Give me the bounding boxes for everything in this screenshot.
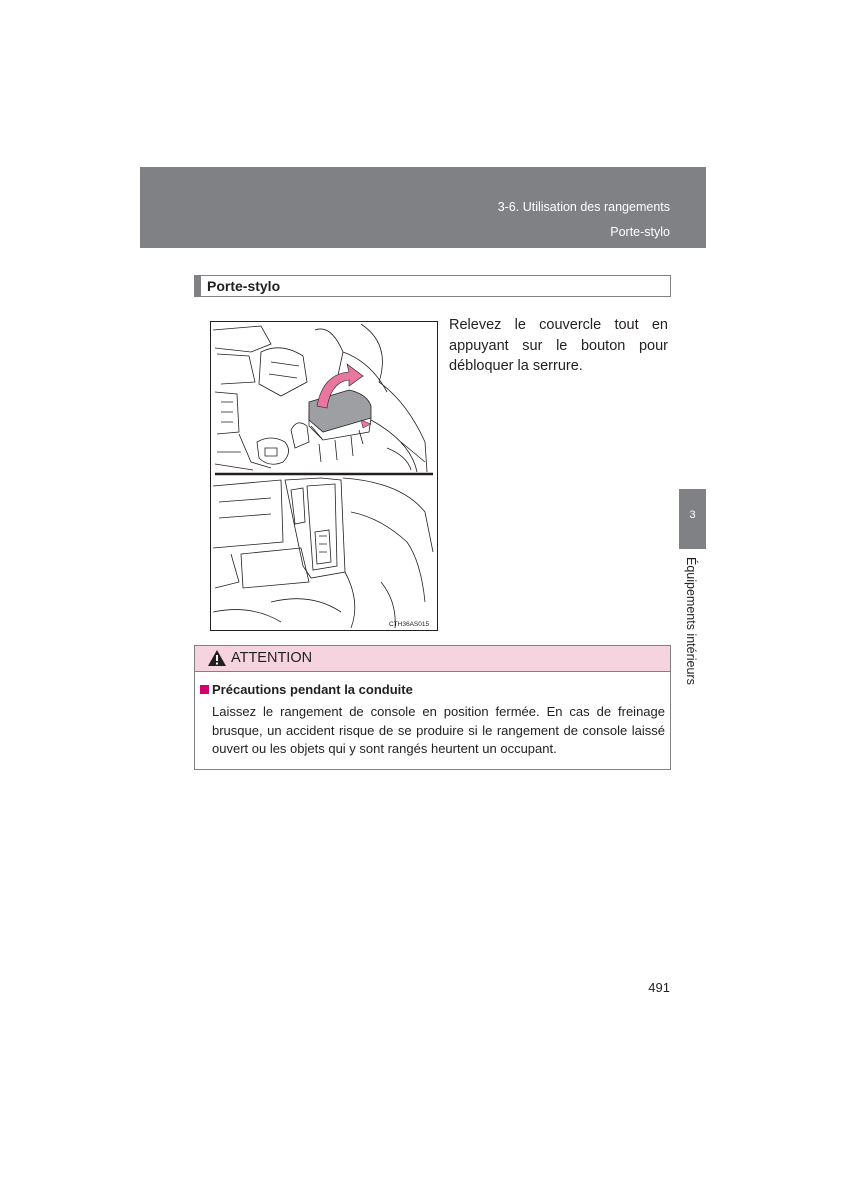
warning-title: ATTENTION [231,650,313,666]
warning-subheading: Précautions pendant la conduite [212,682,413,697]
console-illustration [210,321,438,631]
header-band [140,167,706,248]
chapter-section-title: 3-6. Utilisation des rangements [497,200,670,214]
console-line-drawing [211,322,437,630]
warning-box [194,645,671,770]
chapter-tab [679,489,706,549]
warning-header [195,646,670,672]
figure-code: CTH36AS015 [389,621,430,628]
instruction-text: Relevez le couvercle tout en appuyant sur le bouton pour débloquer la serrure. [449,317,668,374]
section-title: Porte-stylo [207,278,281,294]
page-number: 491 [648,980,670,995]
chapter-number: 3 [689,509,696,521]
warning-triangle-icon [207,649,227,667]
header-page-title: Porte-stylo [610,225,670,239]
chapter-label: Équipements intérieurs [684,557,698,685]
warning-text: Laissez le rangement de console en position fermée. En cas de freinage brusque, un accident risque de se produire si le rangement de console laissé ouvert ou les objets qui y sont rangés heurtent un occupant. [212,704,665,756]
section-title-bar [194,275,671,297]
bullet-square-icon [200,685,209,694]
section-title-accent [195,276,201,296]
